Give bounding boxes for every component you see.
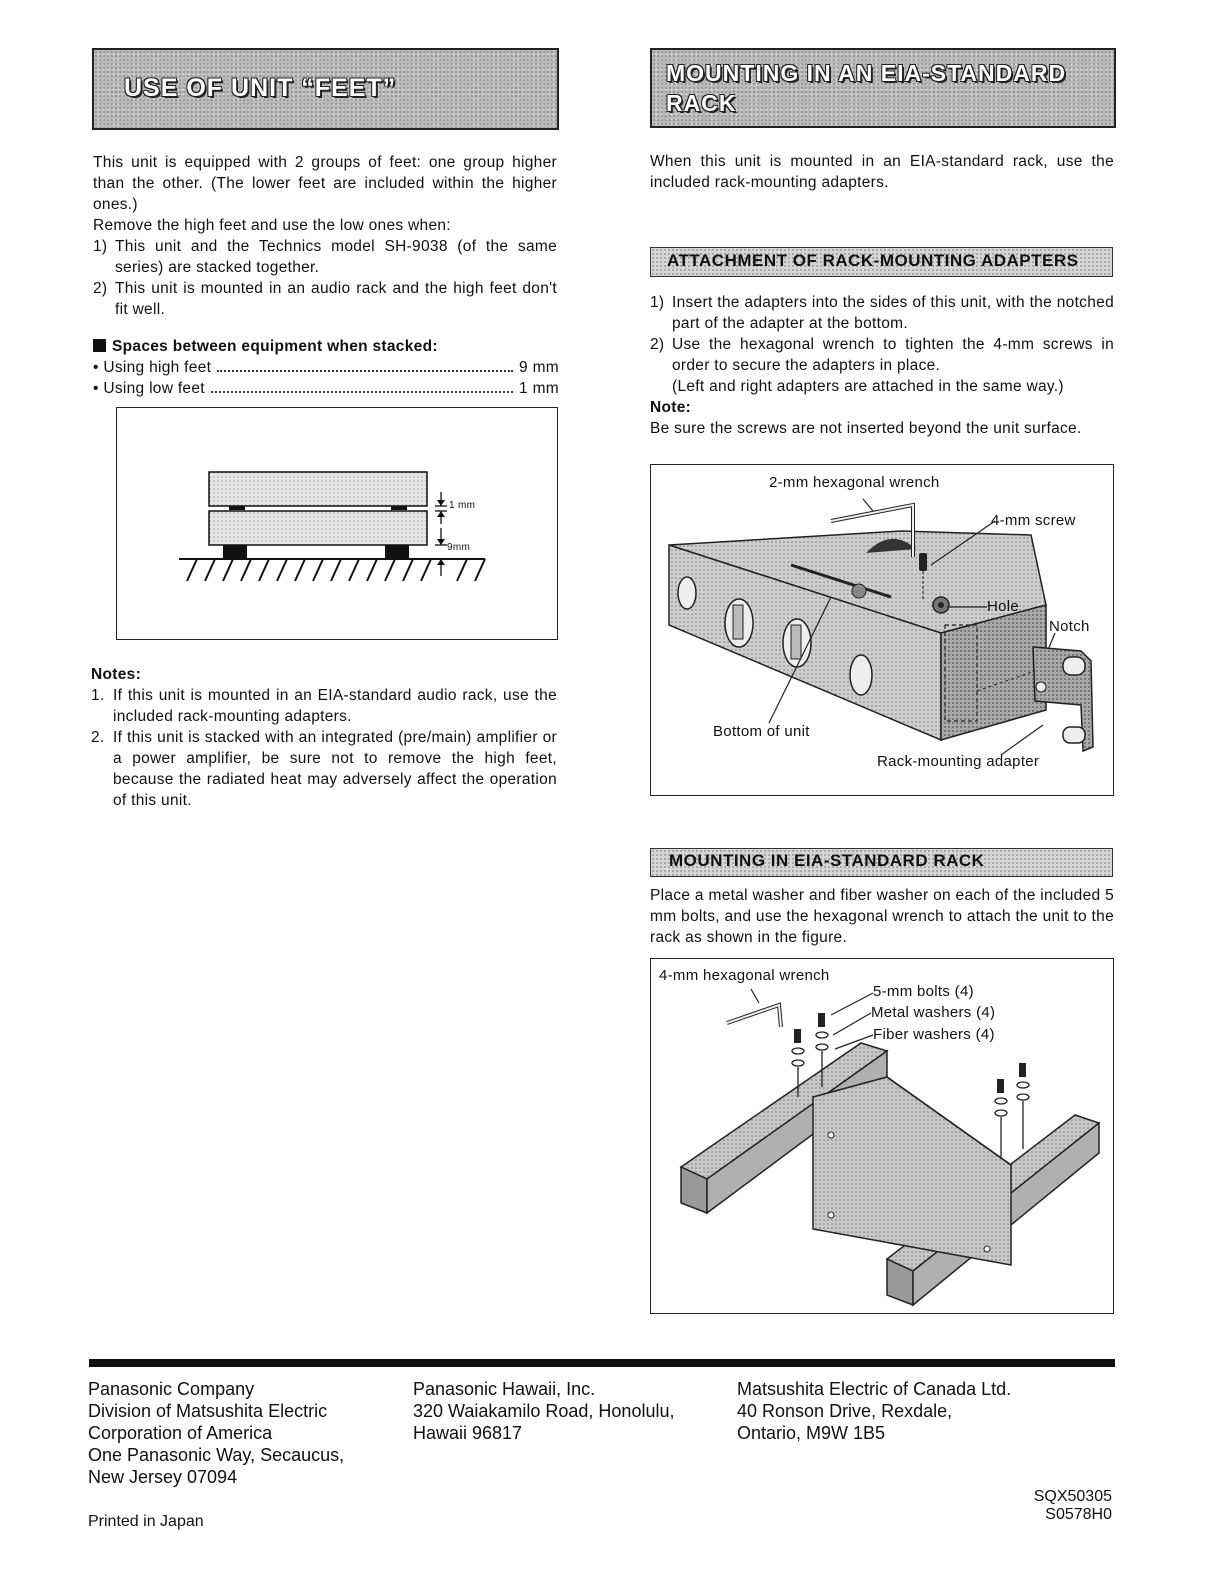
doc-code-2: S0578H0 (1045, 1506, 1112, 1523)
stacking-figure (116, 407, 558, 640)
gap-small-label: 1 mm (449, 500, 476, 511)
fig1-notch-label: Notch (1049, 618, 1090, 635)
attach-extra: (Left and right adapters are attached in the same way.) (672, 378, 1064, 395)
note-text: Be sure the screws are not inserted beyond the unit surface. (650, 420, 1082, 437)
attach-step: 1) Insert the adapters into the sides of this unit, with the notched part of the adapter at the bottom. (650, 294, 1114, 332)
fig2-fiber-label: Fiber washers (4) (873, 1026, 995, 1043)
gap-large-label: 9mm (447, 542, 471, 553)
footer-address-panasonic-hawaii: Panasonic Hawaii, Inc. 320 Waiakamilo Road, Honolulu, Hawaii 96817 (413, 1379, 675, 1443)
mount-text: Place a metal washer and fiber washer on each of the included 5 mm bolts, and use the hexagonal wrench to attach the unit to the rack as shown in the figure. (650, 887, 1114, 946)
notes-heading: Notes: (91, 666, 142, 683)
rack-section-banner (650, 48, 1116, 128)
rack-intro: When this unit is mounted in an EIA-standard rack, use the included rack-mounting adapters. (650, 153, 1114, 191)
space-row-high: • Using high feet 9 mm (93, 359, 559, 376)
fig1-wrench-label: 2-mm hexagonal wrench (769, 474, 940, 491)
fig1-bottom-label: Bottom of unit (713, 723, 810, 740)
fig1-adapter-label: Rack-mounting adapter (877, 753, 1040, 770)
square-bullet-icon (93, 339, 106, 352)
fig2-wrench-label: 4-mm hexagonal wrench (659, 967, 830, 984)
fig2-metal-label: Metal washers (4) (871, 1004, 996, 1021)
feet-case-item: 2) This unit is mounted in an audio rack and the high feet don't fit well. (93, 280, 557, 318)
attach-heading: ATTACHMENT OF RACK-MOUNTING ADAPTERS (667, 251, 1079, 270)
printed-in-label: Printed in Japan (88, 1513, 204, 1530)
spaces-heading: Spaces between equipment when stacked: (93, 336, 559, 357)
note-item: 2. If this unit is stacked with an integrated (pre/main) amplifier or a power amplifier, be sure not to remove the high feet, because the radiated heat may adversely affect the operation of this unit. (91, 729, 557, 809)
mount-heading-bar (650, 848, 1113, 877)
feet-intro-text: This unit is equipped with 2 groups of feet: one group higher than the other. (The lower feet are included within the higher ones.) (93, 154, 557, 213)
notes-block (91, 664, 557, 811)
footer-address-matsushita-canada: Matsushita Electric of Canada Ltd. 40 Ronson Drive, Rexdale, Ontario, M9W 1B5 (737, 1379, 1012, 1443)
feet-section-banner (92, 48, 559, 130)
fig2-bolts-label: 5-mm bolts (4) (873, 983, 974, 1000)
attach-step: 2) Use the hexagonal wrench to tighten the 4-mm screws in order to secure the adapters in place. (650, 336, 1114, 374)
spaces-block (93, 336, 559, 399)
footer-rule (89, 1359, 1115, 1367)
stacked-units-illustration (117, 408, 557, 639)
rack-figure (650, 958, 1114, 1314)
rack-section-title-line2: RACK (666, 90, 737, 116)
rack-section-title-line1: MOUNTING IN AN EIA-STANDARD (666, 60, 1067, 86)
fig1-screw-label: 4-mm screw (991, 512, 1076, 529)
feet-intro-condition: Remove the high feet and use the low ones when: (93, 217, 451, 234)
footer-address-panasonic-america: Panasonic Company Division of Matsushita Electric Corporation of America One Panasonic Way, Secaucus, New Jersey 07094 (88, 1379, 345, 1487)
note-item: 1. If this unit is mounted in an EIA-standard audio rack, use the included rack-mounting adapters. (91, 687, 557, 725)
feet-intro (93, 152, 557, 320)
mount-heading: MOUNTING IN EIA-STANDARD RACK (669, 851, 985, 870)
attach-heading-bar (650, 247, 1113, 277)
note-heading: Note: (650, 399, 692, 416)
feet-section-title: USE OF UNIT “FEET” (124, 74, 397, 102)
attach-steps (650, 292, 1114, 439)
doc-code-1: SQX50305 (1033, 1488, 1112, 1505)
space-row-low: • Using low feet 1 mm (93, 380, 559, 397)
adapter-figure (650, 464, 1114, 796)
fig1-hole-label: Hole (987, 598, 1020, 615)
feet-case-item: 1) This unit and the Technics model SH-9038 (of the same series) are stacked together. (93, 238, 557, 276)
